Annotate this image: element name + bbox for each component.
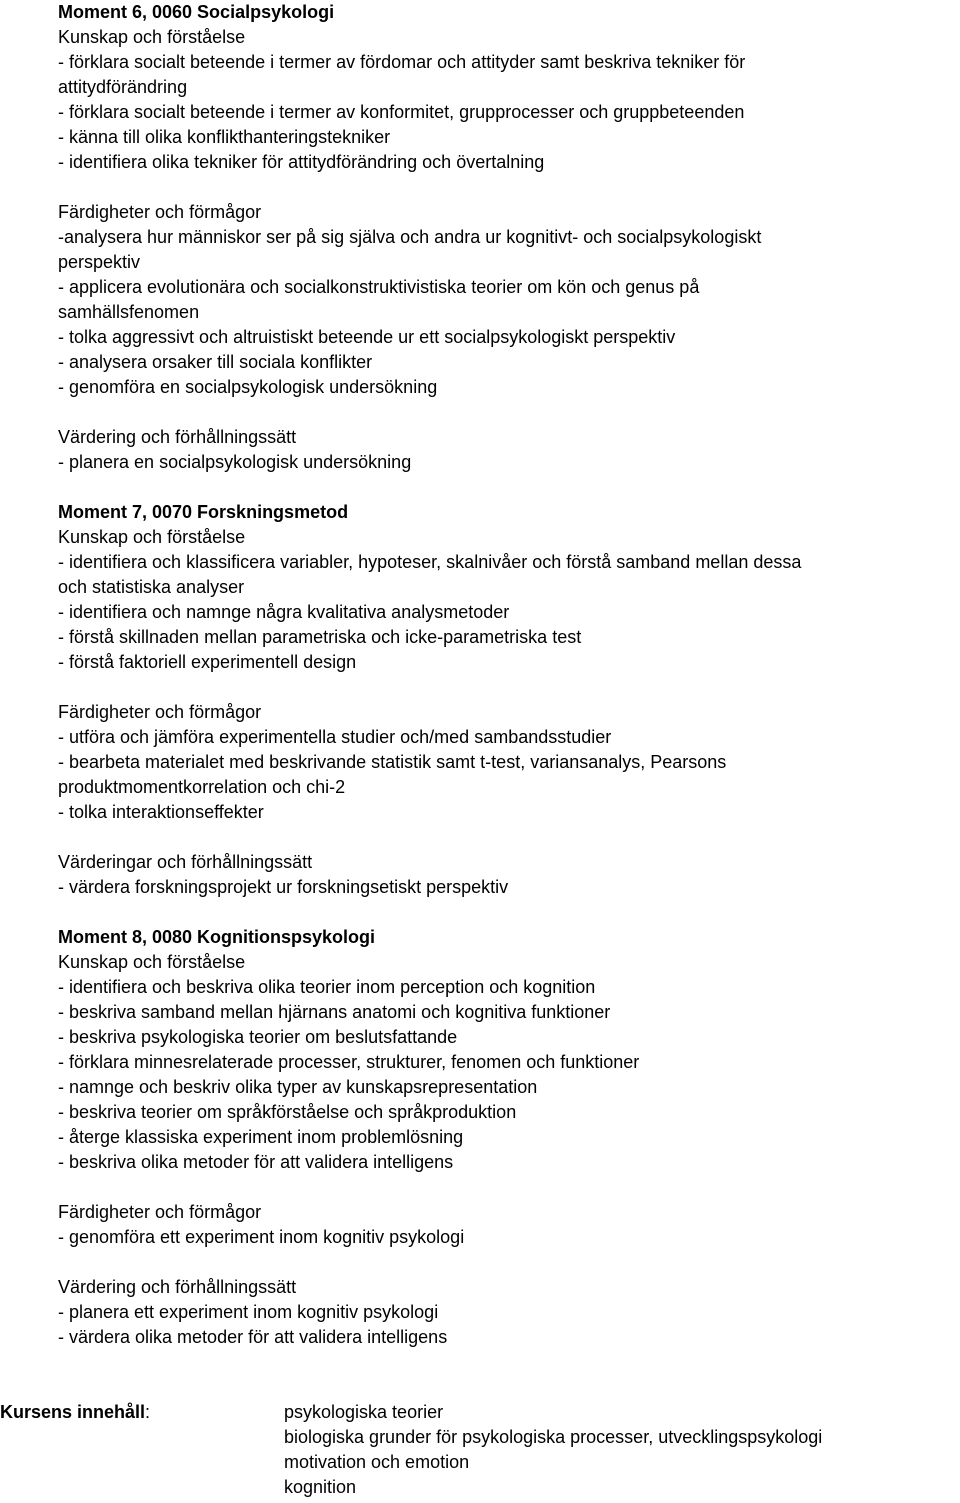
objective-line: attitydförändring <box>58 77 188 97</box>
objective-line: - värdera forskningsprojekt ur forskningsetiskt perspektiv <box>58 877 509 897</box>
course-content-item: biologiska grunder för psykologiska processer, utvecklingspsykologi <box>284 1427 823 1447</box>
moment-section <box>58 0 958 500</box>
spacer <box>58 825 958 850</box>
objective-line: - tolka interaktionseffekter <box>58 802 264 822</box>
objective-line: produktmomentkorrelation och chi-2 <box>58 777 346 797</box>
objective-line: samhällsfenomen <box>58 302 200 322</box>
spacer <box>58 1250 958 1275</box>
objective-line: - förklara socialt beteende i termer av fördomar och attityder samt beskriva tekniker för <box>58 52 746 72</box>
objective-line: och statistiska analyser <box>58 577 245 597</box>
spacer <box>58 900 958 925</box>
moment-title: Moment 7, 0070 Forskningsmetod <box>58 502 349 522</box>
spacer <box>58 475 958 500</box>
objective-line: - identifiera och klassificera variabler, hypoteser, skalnivåer och förstå samband mellan dessa <box>58 552 802 572</box>
objective-line: - bearbeta materialet med beskrivande statistik samt t-test, variansanalys, Pearsons <box>58 752 727 772</box>
objective-line: - förstå faktoriell experimentell design <box>58 652 357 672</box>
objective-line: - värdera olika metoder för att validera intelligens <box>58 1327 448 1347</box>
section-heading: Kunskap och förståelse <box>58 527 246 547</box>
section-heading: Värdering och förhållningssätt <box>58 427 297 447</box>
moment-title: Moment 6, 0060 Socialpsykologi <box>58 2 335 22</box>
moment-section <box>58 925 958 1350</box>
objective-line: - planera en socialpsykologisk undersökning <box>58 452 412 472</box>
course-content-item: motivation och emotion <box>284 1452 470 1472</box>
section-heading: Kunskap och förståelse <box>58 952 246 972</box>
course-content-label <box>0 1400 150 1425</box>
objective-line: - identifiera olika tekniker för attitydförändring och övertalning <box>58 152 545 172</box>
objective-line: - genomföra en socialpsykologisk undersökning <box>58 377 438 397</box>
section-heading: Kunskap och förståelse <box>58 27 246 47</box>
objective-line: - tolka aggressivt och altruistiskt beteende ur ett socialpsykologiskt perspektiv <box>58 327 676 347</box>
section-heading: Färdigheter och förmågor <box>58 702 262 722</box>
course-content-item: psykologiska teorier <box>284 1402 444 1422</box>
course-content-label-colon: : <box>145 1402 151 1422</box>
objective-line: - beskriva olika metoder för att validera intelligens <box>58 1152 454 1172</box>
objective-line: - beskriva psykologiska teorier om beslutsfattande <box>58 1027 458 1047</box>
section-heading: Värderingar och förhållningssätt <box>58 852 313 872</box>
objective-line: - identifiera och beskriva olika teorier inom perception och kognition <box>58 977 596 997</box>
section-heading: Värdering och förhållningssätt <box>58 1277 297 1297</box>
objective-line: - planera ett experiment inom kognitiv psykologi <box>58 1302 439 1322</box>
objective-line: - utföra och jämföra experimentella studier och/med sambandsstudier <box>58 727 612 747</box>
objective-line: - identifiera och namnge några kvalitativa analysmetoder <box>58 602 510 622</box>
course-content-label-text: Kursens innehåll <box>0 1402 146 1422</box>
objective-line: - applicera evolutionära och socialkonstruktivistiska teorier om kön och genus på <box>58 277 700 297</box>
objective-line: - genomföra ett experiment inom kognitiv psykologi <box>58 1227 465 1247</box>
objective-line: -analysera hur människor ser på sig själva och andra ur kognitivt- och socialpsykologiskt <box>58 227 762 247</box>
objective-line: perspektiv <box>58 252 141 272</box>
spacer <box>58 675 958 700</box>
spacer <box>58 175 958 200</box>
objective-line: - återge klassiska experiment inom problemlösning <box>58 1127 464 1147</box>
objective-line: - förklara minnesrelaterade processer, strukturer, fenomen och funktioner <box>58 1052 640 1072</box>
objective-line: - förstå skillnaden mellan parametriska och icke-parametriska test <box>58 627 582 647</box>
objective-line: - känna till olika konflikthanteringstekniker <box>58 127 391 147</box>
objective-line: - namnge och beskriv olika typer av kunskapsrepresentation <box>58 1077 538 1097</box>
spacer <box>58 400 958 425</box>
section-heading: Färdigheter och förmågor <box>58 202 262 222</box>
moment-title: Moment 8, 0080 Kognitionspsykologi <box>58 927 376 947</box>
objective-line: - beskriva samband mellan hjärnans anatomi och kognitiva funktioner <box>58 1002 611 1022</box>
course-content-list <box>284 1400 822 1500</box>
objective-line: - förklara socialt beteende i termer av konformitet, grupprocesser och gruppbeteenden <box>58 102 745 122</box>
section-heading: Färdigheter och förmågor <box>58 1202 262 1222</box>
document-page <box>58 0 958 1350</box>
objective-line: - beskriva teorier om språkförståelse och språkproduktion <box>58 1102 517 1122</box>
moment-section <box>58 500 958 925</box>
objective-line: - analysera orsaker till sociala konflikter <box>58 352 373 372</box>
spacer <box>58 1175 958 1200</box>
course-content-item: kognition <box>284 1477 357 1497</box>
